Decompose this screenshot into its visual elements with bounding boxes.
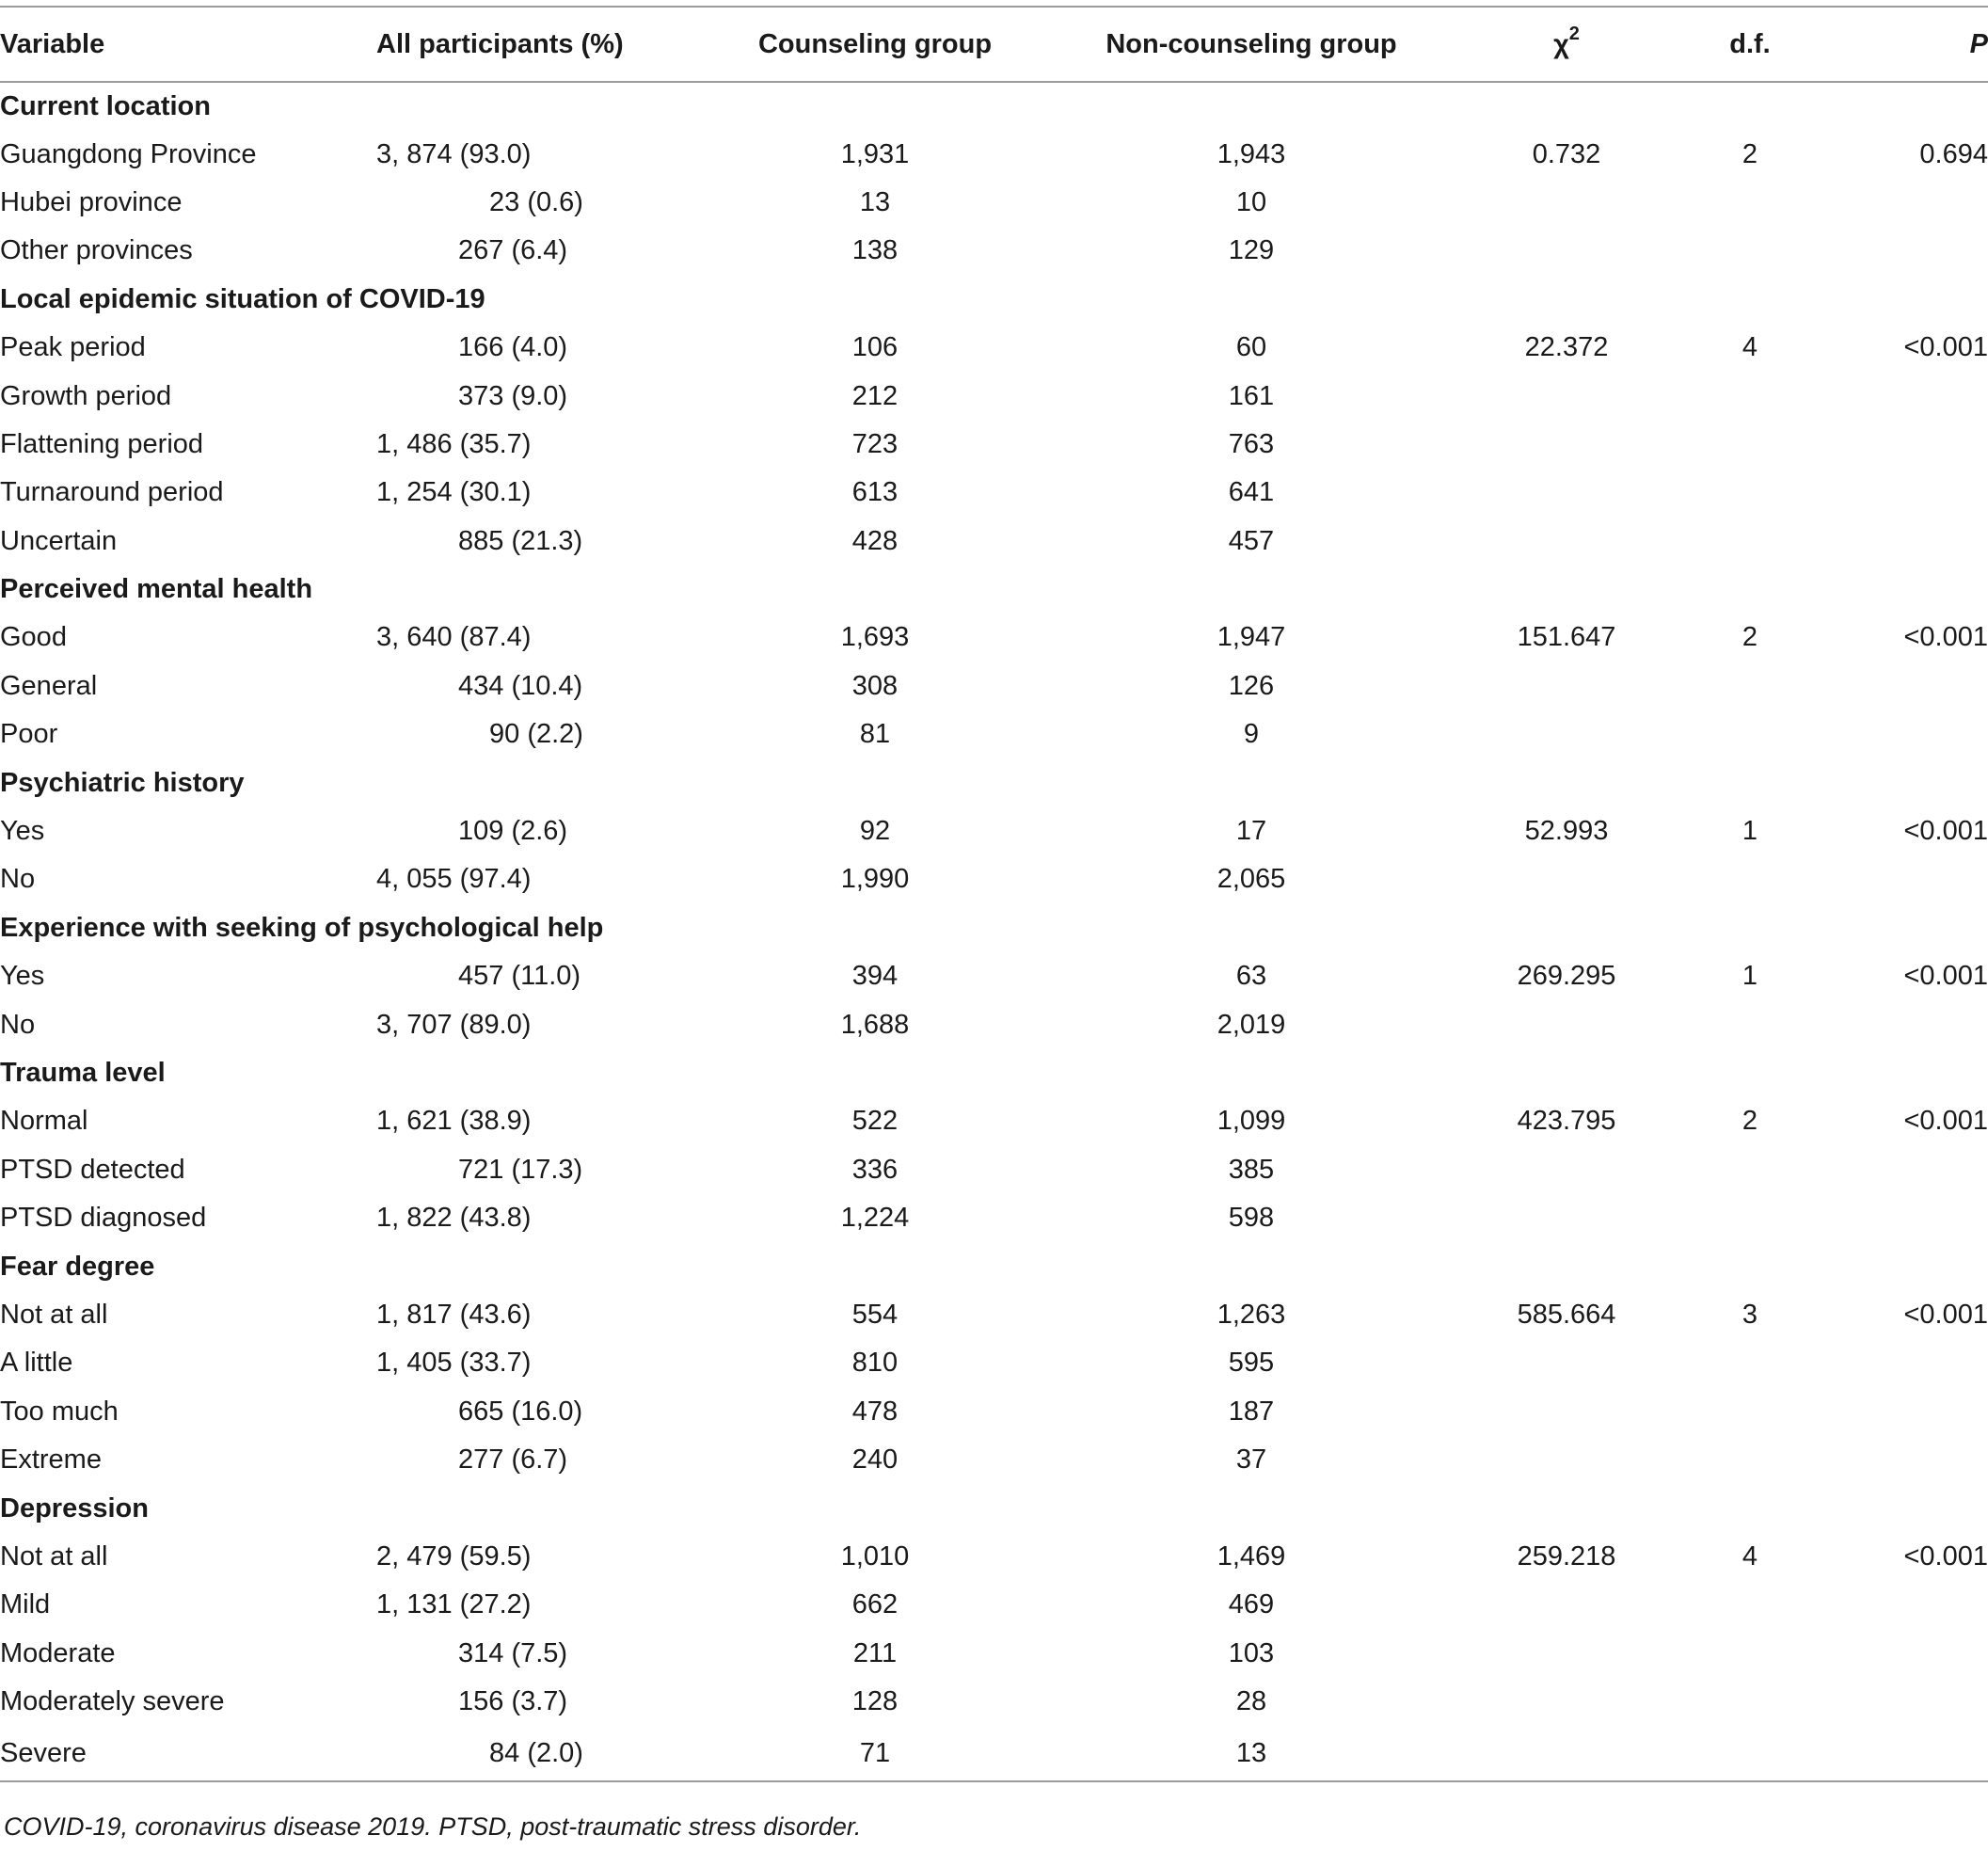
non-counseling-value: 457 (1228, 525, 1275, 556)
row-label: Yes (0, 816, 45, 847)
all-participants-value: 434 (10.4) (458, 670, 583, 701)
df-empty (1703, 1630, 1797, 1678)
all-participants-value: 665 (16.0) (458, 1396, 583, 1427)
chi-square-empty (1430, 1339, 1703, 1387)
non-counseling-value: 63 (1235, 961, 1267, 992)
table-row (0, 1630, 1988, 1678)
counseling-value: 1,224 (840, 1203, 910, 1234)
category-label: Fear degree (0, 1251, 155, 1282)
all-participants-value: 2, 479 (59.5) (376, 1540, 532, 1572)
category-label: Psychiatric history (0, 767, 245, 798)
row-label: Moderately severe (0, 1686, 225, 1717)
non-counseling-value: 2,065 (1217, 864, 1286, 895)
p-empty (1797, 1581, 1988, 1629)
p-value: <0.001 (1903, 332, 1988, 363)
chi-square-empty (1430, 662, 1703, 710)
chi-square-empty (1430, 1630, 1703, 1678)
all-participants-value: 109 (2.6) (458, 816, 568, 847)
all-participants-value: 457 (11.0) (458, 961, 581, 992)
chi-square-value: 423.795 (1517, 1106, 1616, 1137)
table-row (0, 1581, 1988, 1629)
non-counseling-value: 103 (1228, 1637, 1275, 1668)
counseling-value: 336 (851, 1154, 899, 1185)
chi-square-value: 259.218 (1517, 1540, 1616, 1572)
all-participants-value: 885 (21.3) (458, 525, 583, 556)
table-row (0, 1146, 1988, 1194)
chi-square-empty (1430, 179, 1703, 227)
chi-square-value: 22.372 (1524, 332, 1609, 363)
p-value: <0.001 (1903, 1540, 1988, 1572)
chi-square-empty (1430, 710, 1703, 758)
header-counseling-group: Counseling group (677, 7, 1073, 82)
df-empty (1703, 1146, 1797, 1194)
p-empty (1797, 855, 1988, 903)
p-empty (1797, 372, 1988, 420)
counseling-value: 723 (851, 428, 899, 459)
category-label: Current location (0, 90, 211, 121)
chi-square-empty (1430, 518, 1703, 566)
category-row (0, 82, 1988, 130)
df-empty (1703, 1000, 1797, 1048)
counseling-value: 138 (851, 235, 899, 266)
all-participants-value: 1, 254 (30.1) (376, 477, 532, 508)
counseling-value: 13 (859, 186, 891, 217)
row-label: Not at all (0, 1540, 108, 1572)
non-counseling-value: 1,943 (1217, 138, 1286, 169)
p-empty (1797, 1630, 1988, 1678)
non-counseling-value: 129 (1228, 235, 1275, 266)
row-label: General (0, 670, 98, 701)
p-empty (1797, 1194, 1988, 1242)
counseling-value: 1,931 (840, 138, 910, 169)
df-empty (1703, 518, 1797, 566)
table-row (0, 855, 1988, 903)
row-label: No (0, 1009, 36, 1040)
non-counseling-value: 1,263 (1217, 1299, 1286, 1330)
p-value: <0.001 (1903, 1299, 1988, 1330)
non-counseling-value: 2,019 (1217, 1009, 1286, 1040)
counseling-value: 1,990 (840, 864, 910, 895)
all-participants-value: 4, 055 (97.4) (376, 864, 532, 895)
row-label: Extreme (0, 1444, 102, 1476)
table-row (0, 372, 1988, 420)
row-label: Flattening period (0, 428, 204, 459)
all-participants-value: 277 (6.7) (458, 1444, 568, 1476)
p-empty (1797, 1726, 1988, 1781)
row-label: Poor (0, 719, 58, 750)
non-counseling-value: 60 (1235, 332, 1267, 363)
table-row (0, 1000, 1988, 1048)
header-p: P (1797, 7, 1988, 82)
table-footnote: COVID-19, coronavirus disease 2019. PTSD, post-traumatic stress disorder. (4, 1812, 862, 1841)
chi-square-empty (1430, 1000, 1703, 1048)
p-empty (1797, 227, 1988, 275)
row-label: Good (0, 622, 67, 653)
row-label: Too much (0, 1396, 119, 1427)
chi-superscript: 2 (1568, 24, 1580, 45)
chi-square-value: 151.647 (1517, 622, 1616, 653)
p-value: <0.001 (1903, 1106, 1988, 1137)
all-participants-value: 1, 405 (33.7) (376, 1348, 532, 1379)
chi-square-empty (1430, 1194, 1703, 1242)
df-value: 2 (1741, 1106, 1758, 1137)
p-empty (1797, 1146, 1988, 1194)
df-empty (1703, 1194, 1797, 1242)
row-label: Moderate (0, 1637, 116, 1668)
p-empty (1797, 1000, 1988, 1048)
table-row (0, 518, 1988, 566)
non-counseling-value: 161 (1228, 380, 1275, 411)
counseling-value: 1,010 (840, 1540, 910, 1572)
counseling-value: 92 (859, 816, 891, 847)
row-label: Yes (0, 961, 45, 992)
category-label: Depression (0, 1492, 149, 1524)
all-participants-value: 3, 874 (93.0) (376, 138, 532, 169)
df-empty (1703, 1726, 1797, 1781)
header-all-participants: All participants (%) (376, 7, 677, 82)
all-participants-value: 314 (7.5) (458, 1637, 568, 1668)
chi-square-empty (1430, 1678, 1703, 1726)
df-empty (1703, 1678, 1797, 1726)
table-row (0, 807, 1988, 855)
counseling-value: 810 (851, 1348, 899, 1379)
df-value: 2 (1741, 138, 1758, 169)
df-empty (1703, 855, 1797, 903)
row-label: PTSD diagnosed (0, 1203, 207, 1234)
row-label: A little (0, 1348, 73, 1379)
row-label: Not at all (0, 1299, 108, 1330)
chi-square-empty (1430, 227, 1703, 275)
p-empty (1797, 421, 1988, 469)
non-counseling-value: 469 (1228, 1589, 1275, 1620)
counseling-value: 1,693 (840, 622, 910, 653)
category-label: Local epidemic situation of COVID-19 (0, 283, 485, 314)
table-row (0, 1533, 1988, 1581)
header-variable: Variable (0, 7, 376, 82)
header-df: d.f. (1703, 7, 1797, 82)
p-empty (1797, 1339, 1988, 1387)
counseling-value: 478 (851, 1396, 899, 1427)
row-label: Turnaround period (0, 477, 224, 508)
p-value: 0.694 (1919, 138, 1988, 169)
all-participants-value: 23 (0.6) (489, 186, 583, 217)
non-counseling-value: 1,099 (1217, 1106, 1286, 1137)
category-row (0, 566, 1988, 614)
category-row (0, 904, 1988, 952)
row-label: Hubei province (0, 186, 183, 217)
chi-square-empty (1430, 1581, 1703, 1629)
df-empty (1703, 1581, 1797, 1629)
table-row (0, 1194, 1988, 1242)
df-value: 3 (1741, 1299, 1758, 1330)
category-label: Experience with seeking of psychological help (0, 912, 604, 943)
row-label: Guangdong Province (0, 138, 257, 169)
table-row (0, 324, 1988, 372)
counseling-value: 128 (851, 1686, 899, 1717)
header-non-counseling-group: Non-counseling group (1073, 7, 1430, 82)
table-row (0, 179, 1988, 227)
counseling-value: 81 (859, 719, 891, 750)
chi-square-empty (1430, 1726, 1703, 1781)
df-value: 4 (1741, 1540, 1758, 1572)
table-row (0, 130, 1988, 178)
non-counseling-value: 37 (1235, 1444, 1267, 1476)
non-counseling-value: 763 (1228, 428, 1275, 459)
all-participants-value: 1, 621 (38.9) (376, 1106, 532, 1137)
table-row (0, 1436, 1988, 1484)
chi-symbol: χ (1553, 29, 1569, 60)
df-empty (1703, 469, 1797, 517)
table-row (0, 227, 1988, 275)
p-empty (1797, 710, 1988, 758)
chi-square-value: 585.664 (1517, 1299, 1616, 1330)
p-empty (1797, 469, 1988, 517)
table-header (0, 7, 1988, 82)
non-counseling-value: 9 (1243, 719, 1260, 750)
df-empty (1703, 710, 1797, 758)
chi-square-empty (1430, 1146, 1703, 1194)
all-participants-value: 1, 486 (35.7) (376, 428, 532, 459)
row-label: Other provinces (0, 235, 193, 266)
chi-square-empty (1430, 1436, 1703, 1484)
all-participants-value: 721 (17.3) (458, 1154, 583, 1185)
non-counseling-value: 17 (1235, 816, 1267, 847)
category-label: Trauma level (0, 1058, 166, 1088)
category-row (0, 758, 1988, 806)
table-body (0, 82, 1988, 1781)
counseling-value: 522 (851, 1106, 899, 1137)
counseling-value: 394 (851, 961, 899, 992)
df-empty (1703, 662, 1797, 710)
category-row (0, 276, 1988, 324)
chi-square-empty (1430, 421, 1703, 469)
non-counseling-value: 10 (1235, 186, 1267, 217)
table-row (0, 952, 1988, 1000)
df-value: 2 (1741, 622, 1758, 653)
df-empty (1703, 1388, 1797, 1436)
table-row (0, 1339, 1988, 1387)
non-counseling-value: 1,947 (1217, 622, 1286, 653)
all-participants-value: 90 (2.2) (489, 719, 583, 750)
all-participants-value: 3, 707 (89.0) (376, 1009, 532, 1040)
row-label: No (0, 864, 36, 895)
df-empty (1703, 372, 1797, 420)
counseling-value: 308 (851, 670, 899, 701)
chi-square-empty (1430, 855, 1703, 903)
non-counseling-value: 1,469 (1217, 1540, 1286, 1572)
chi-square-value: 269.295 (1517, 961, 1616, 992)
counseling-value: 613 (851, 477, 899, 508)
non-counseling-value: 126 (1228, 670, 1275, 701)
p-empty (1797, 1436, 1988, 1484)
p-empty (1797, 1388, 1988, 1436)
table-row (0, 1291, 1988, 1339)
df-empty (1703, 421, 1797, 469)
all-participants-value: 84 (2.0) (376, 1726, 677, 1781)
table-row (0, 710, 1988, 758)
category-row (0, 1242, 1988, 1290)
df-value: 1 (1741, 816, 1758, 847)
header-row (0, 7, 1988, 82)
p-value: <0.001 (1903, 622, 1988, 653)
all-participants-value: 1, 817 (43.6) (376, 1299, 532, 1330)
df-empty (1703, 179, 1797, 227)
table-row (0, 421, 1988, 469)
all-participants-value: 156 (3.7) (458, 1686, 568, 1717)
df-value: 4 (1741, 332, 1758, 363)
non-counseling-value: 28 (1235, 1686, 1267, 1717)
category-row (0, 1049, 1988, 1097)
non-counseling-value: 187 (1228, 1396, 1275, 1427)
p-empty (1797, 518, 1988, 566)
table-row (0, 469, 1988, 517)
p-value: <0.001 (1903, 961, 1988, 992)
all-participants-value: 1, 131 (27.2) (376, 1589, 532, 1620)
counseling-value: 1,688 (840, 1009, 910, 1040)
table-row (0, 1388, 1988, 1436)
row-label: Uncertain (0, 525, 118, 556)
counseling-value: 212 (851, 380, 899, 411)
category-label: Perceived mental health (0, 574, 313, 605)
counseling-value: 554 (851, 1299, 899, 1330)
row-label: Mild (0, 1589, 51, 1620)
non-counseling-value: 595 (1228, 1348, 1275, 1379)
p-empty (1797, 1678, 1988, 1726)
category-row (0, 1484, 1988, 1532)
all-participants-value: 267 (6.4) (458, 235, 568, 266)
all-participants-value: 166 (4.0) (458, 332, 568, 363)
counseling-value: 662 (851, 1589, 899, 1620)
table-row (0, 662, 1988, 710)
p-value: <0.001 (1903, 816, 1988, 847)
all-participants-value: 1, 822 (43.8) (376, 1203, 532, 1234)
counseling-value: 211 (852, 1637, 898, 1668)
table-row (0, 1678, 1988, 1726)
header-chi-square (1430, 7, 1703, 82)
counseling-value: 71 (677, 1726, 1073, 1781)
df-empty (1703, 227, 1797, 275)
non-counseling-value: 385 (1228, 1154, 1275, 1185)
row-label: Growth period (0, 380, 172, 411)
chi-square-value: 52.993 (1524, 816, 1609, 847)
row-label: Peak period (0, 332, 146, 363)
counseling-value: 106 (851, 332, 899, 363)
chi-square-empty (1430, 372, 1703, 420)
row-label: Severe (0, 1726, 376, 1781)
row-label: Normal (0, 1106, 88, 1137)
results-table (0, 6, 1988, 1782)
non-counseling-value: 13 (1073, 1726, 1430, 1781)
table-row (0, 1726, 1988, 1781)
non-counseling-value: 598 (1228, 1203, 1275, 1234)
chi-square-value: 0.732 (1532, 138, 1601, 169)
chi-square-empty (1430, 1388, 1703, 1436)
df-value: 1 (1741, 961, 1758, 992)
counseling-value: 240 (851, 1444, 899, 1476)
non-counseling-value: 641 (1228, 477, 1275, 508)
all-participants-value: 373 (9.0) (458, 380, 568, 411)
p-empty (1797, 662, 1988, 710)
chi-square-empty (1430, 469, 1703, 517)
df-empty (1703, 1436, 1797, 1484)
p-empty (1797, 179, 1988, 227)
df-empty (1703, 1339, 1797, 1387)
row-label: PTSD detected (0, 1154, 185, 1185)
counseling-value: 428 (851, 525, 899, 556)
table-row (0, 614, 1988, 662)
all-participants-value: 3, 640 (87.4) (376, 622, 532, 653)
table-row (0, 1097, 1988, 1145)
